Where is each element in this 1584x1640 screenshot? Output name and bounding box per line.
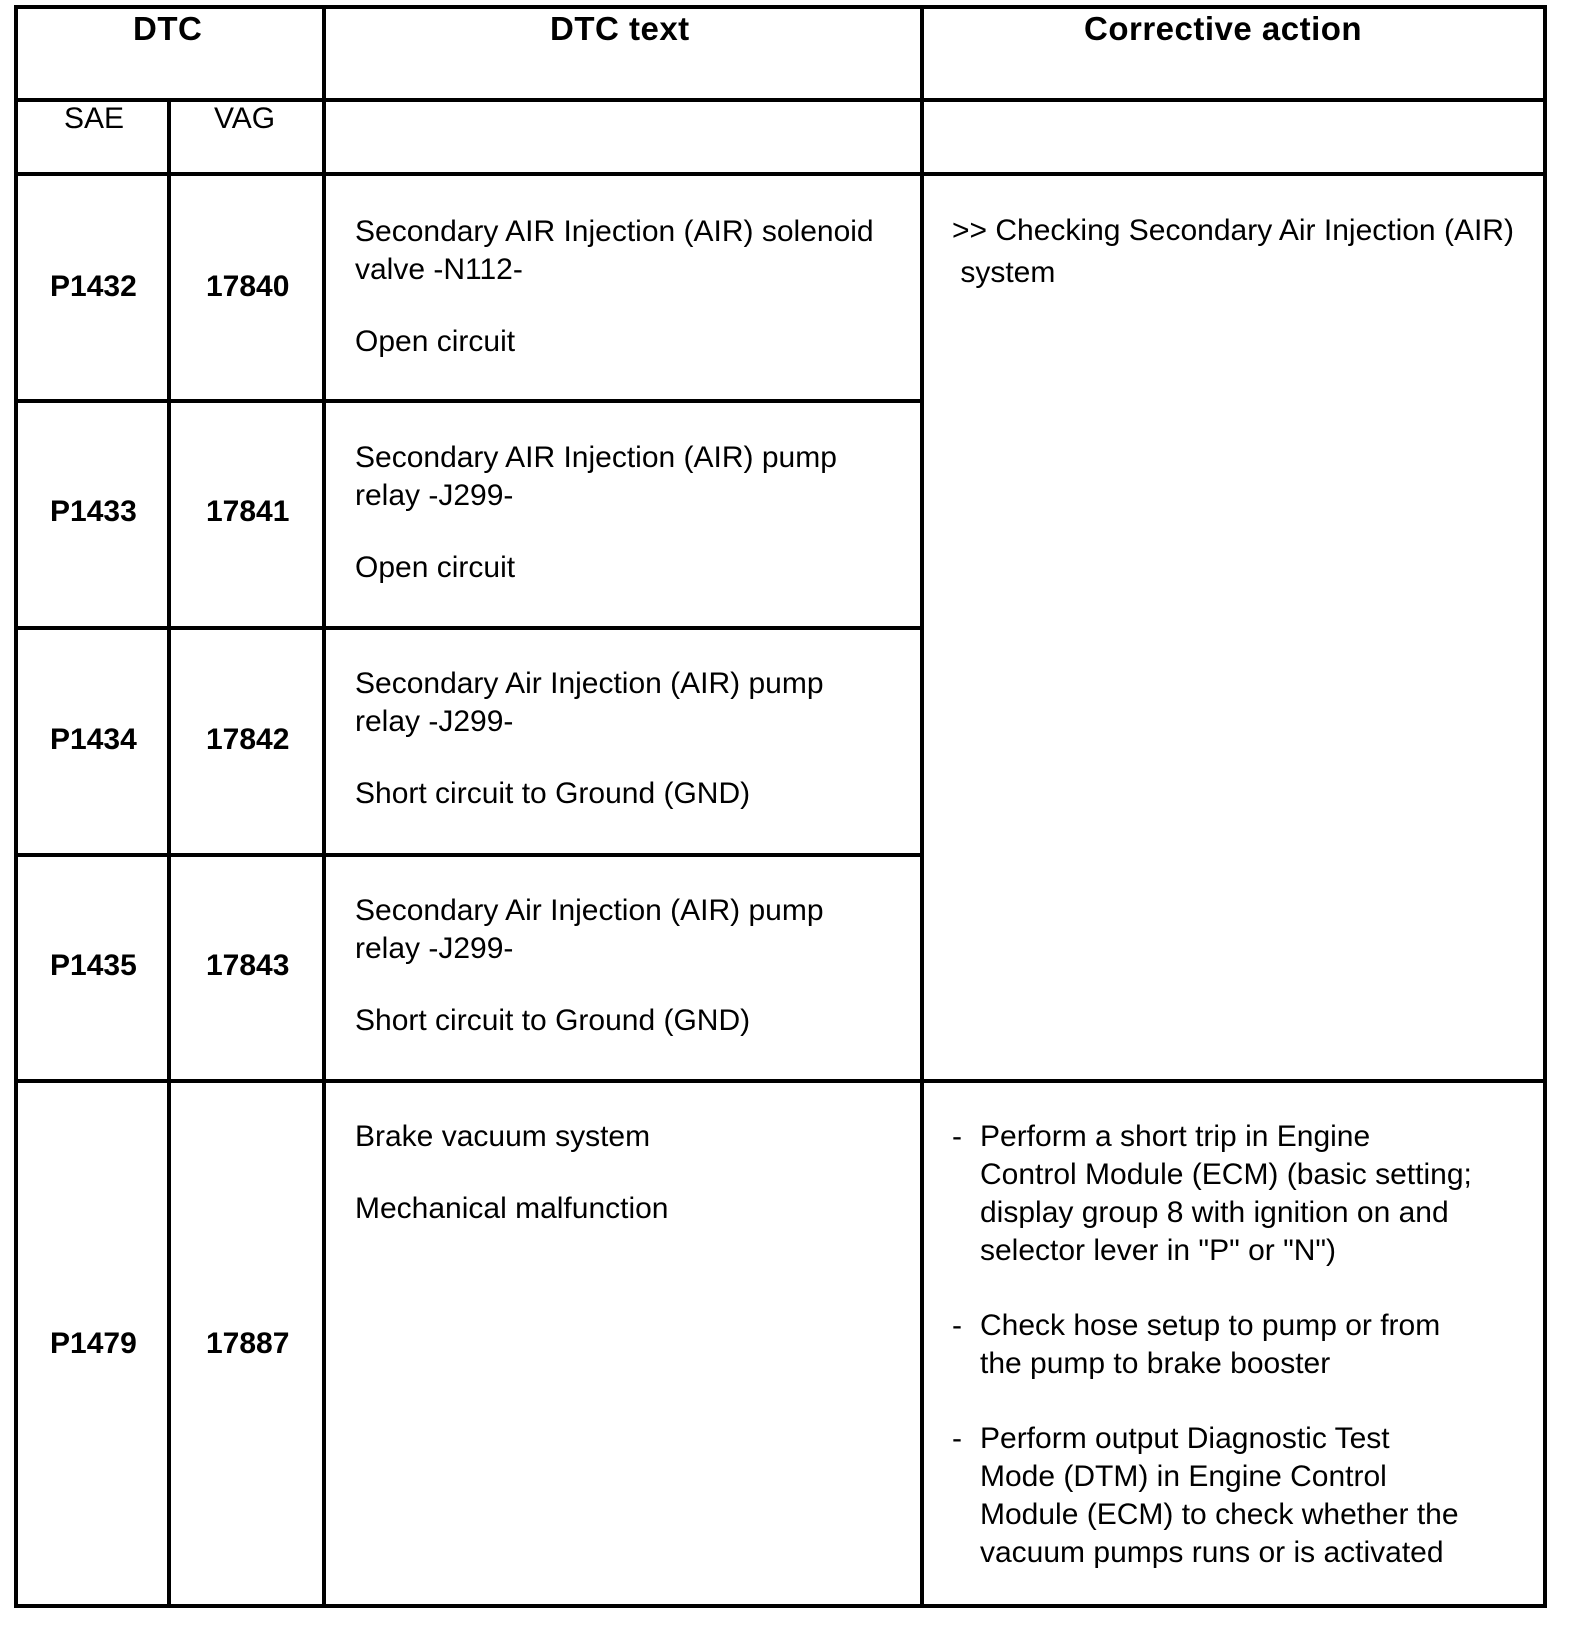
table-row-2-text [355,439,837,587]
brake-action-1-line-3: display group 8 with ignition on and [980,1196,1449,1229]
bullet-dash: - [952,1309,962,1342]
brake-action-3-line-3: Module (ECM) to check whether the [980,1498,1459,1531]
table-row-1-vag: 17840 [206,270,290,303]
row-3-condition: Short circuit to Ground (GND) [355,777,751,810]
row-1-text-line-2: valve -N112- [355,253,523,286]
row-5-text-line-1: Brake vacuum system [355,1120,651,1153]
brake-action-3-line-1: Perform output Diagnostic Test [980,1422,1390,1455]
table-row-2-vag: 17841 [206,495,290,528]
brake-action-1-line-1: Perform a short trip in Engine [980,1120,1371,1153]
row-3-text-line-2: relay -J299- [355,705,514,738]
table-row-3-text [355,665,824,813]
row-3-text-line-1: Secondary Air Injection (AIR) pump [355,667,824,700]
table-row-3-vag: 17842 [206,723,290,756]
row-1-condition: Open circuit [355,325,516,358]
table-row-5-vag: 17887 [206,1327,290,1360]
bullet-dash: - [952,1120,962,1153]
brake-action-2-line-2: the pump to brake booster [980,1347,1331,1380]
row-2-condition: Open circuit [355,551,516,584]
table-row-4-sae: P1435 [50,949,137,982]
table-row-1-sae: P1432 [50,270,137,303]
air-corrective-action [952,212,1514,292]
row-4-text-line-2: relay -J299- [355,932,514,965]
row-5-condition: Mechanical malfunction [355,1192,669,1225]
header-dtc: DTC [133,10,203,47]
brake-action-2-line-1: Check hose setup to pump or from [980,1309,1441,1342]
subheader-vag: VAG [214,102,276,135]
header-dtc-text: DTC text [550,10,690,47]
table-row-2-sae: P1433 [50,495,137,528]
row-2-text-line-2: relay -J299- [355,479,514,512]
table-row-4-text [355,892,824,1040]
table-row-5-sae: P1479 [50,1327,137,1360]
brake-action-1-line-4: selector lever in "P" or "N") [980,1234,1337,1267]
bullet-dash: - [952,1422,962,1455]
subheader-sae: SAE [64,102,125,135]
table-row-4-vag: 17843 [206,949,290,982]
row-4-condition: Short circuit to Ground (GND) [355,1004,751,1037]
row-1-text-line-1: Secondary AIR Injection (AIR) solenoid [355,215,874,248]
table-row-5-text [355,1118,669,1228]
air-action-line-1: >> Checking Secondary Air Injection (AIR) [952,214,1514,247]
brake-action-3-line-4: vacuum pumps runs or is activated [980,1536,1444,1569]
row-2-text-line-1: Secondary AIR Injection (AIR) pump [355,441,837,474]
air-action-line-2: system [952,256,1056,289]
table-row-1-text [355,213,874,361]
header-corrective-action: Corrective action [1084,10,1363,47]
row-4-text-line-1: Secondary Air Injection (AIR) pump [355,894,824,927]
brake-action-1-line-2: Control Module (ECM) (basic setting; [980,1158,1472,1191]
table-row-3-sae: P1434 [50,723,137,756]
brake-action-3-line-2: Mode (DTM) in Engine Control [980,1460,1387,1493]
